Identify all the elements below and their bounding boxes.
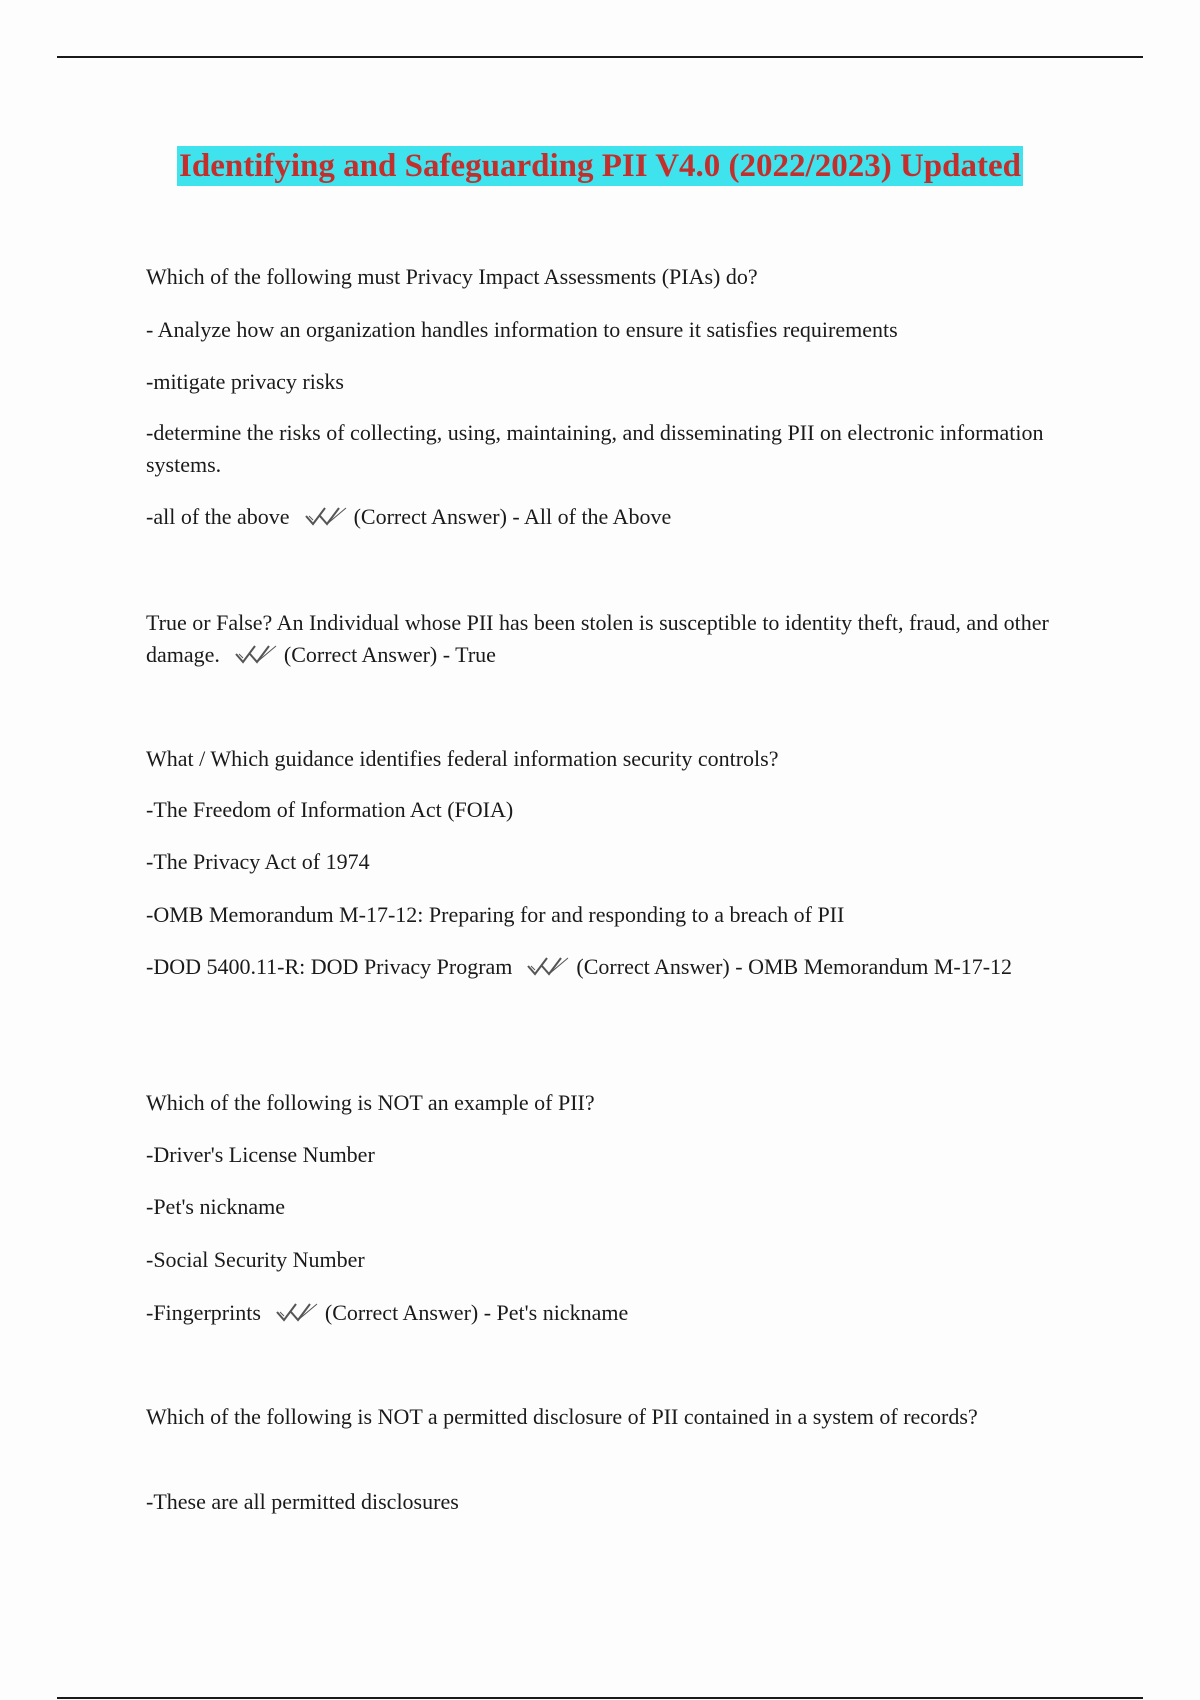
q4-option-4-row (146, 1297, 1056, 1332)
q1-question: Which of the following must Privacy Impact Assessments (PIAs) do? (146, 264, 758, 289)
q5-question: Which of the following is NOT a permitted disclosure of PII contained in a system of records? (146, 1404, 978, 1429)
footer-rule (57, 1697, 1143, 1699)
q1-option-2: -mitigate privacy risks (146, 369, 344, 394)
q3-question: What / Which guidance identifies federal information security controls? (146, 746, 779, 771)
q3-option-4: -DOD 5400.11-R: DOD Privacy Program (146, 954, 513, 979)
document-body (146, 0, 1056, 1700)
q3-option-4-row (146, 951, 1056, 986)
q3-option-1: -The Freedom of Information Act (FOIA) (146, 797, 514, 822)
q2-row (146, 607, 1056, 674)
q4-option-2: -Pet's nickname (146, 1194, 285, 1219)
q3-correct-answer: (Correct Answer) - OMB Memorandum M-17-12 (576, 954, 1013, 979)
q2-correct-answer: (Correct Answer) - True (283, 642, 496, 667)
q3-option-2: -The Privacy Act of 1974 (146, 849, 370, 874)
double-check-icon (304, 504, 348, 536)
q1-option-4: -all of the above (146, 504, 290, 529)
double-check-icon (275, 1300, 319, 1332)
q1-option-4-row (146, 501, 1056, 536)
q3-option-3: -OMB Memorandum M-17-12: Preparing for and responding to a breach of PII (146, 902, 845, 927)
q1-option-1: - Analyze how an organization handles information to ensure it satisfies requirements (146, 317, 898, 342)
q5-option-1: -These are all permitted disclosures (146, 1489, 459, 1514)
double-check-icon (234, 642, 278, 674)
q4-question: Which of the following is NOT an example of PII? (146, 1090, 595, 1115)
q4-option-4: -Fingerprints (146, 1300, 261, 1325)
q4-option-3: -Social Security Number (146, 1247, 365, 1272)
q1-correct-answer: (Correct Answer) - All of the Above (353, 504, 672, 529)
q1-option-3: -determine the risks of collecting, using, maintaining, and disseminating PII on electronic information systems. (146, 420, 1044, 477)
q4-correct-answer: (Correct Answer) - Pet's nickname (324, 1300, 629, 1325)
q2-question: True or False? An Individual whose PII has been stolen is susceptible to identity theft, fraud, and other damage. (146, 610, 1049, 667)
double-check-icon (526, 954, 570, 986)
q4-option-1: -Driver's License Number (146, 1142, 375, 1167)
document-title: Identifying and Safeguarding PII V4.0 (2022/2023) Updated (179, 148, 1021, 184)
